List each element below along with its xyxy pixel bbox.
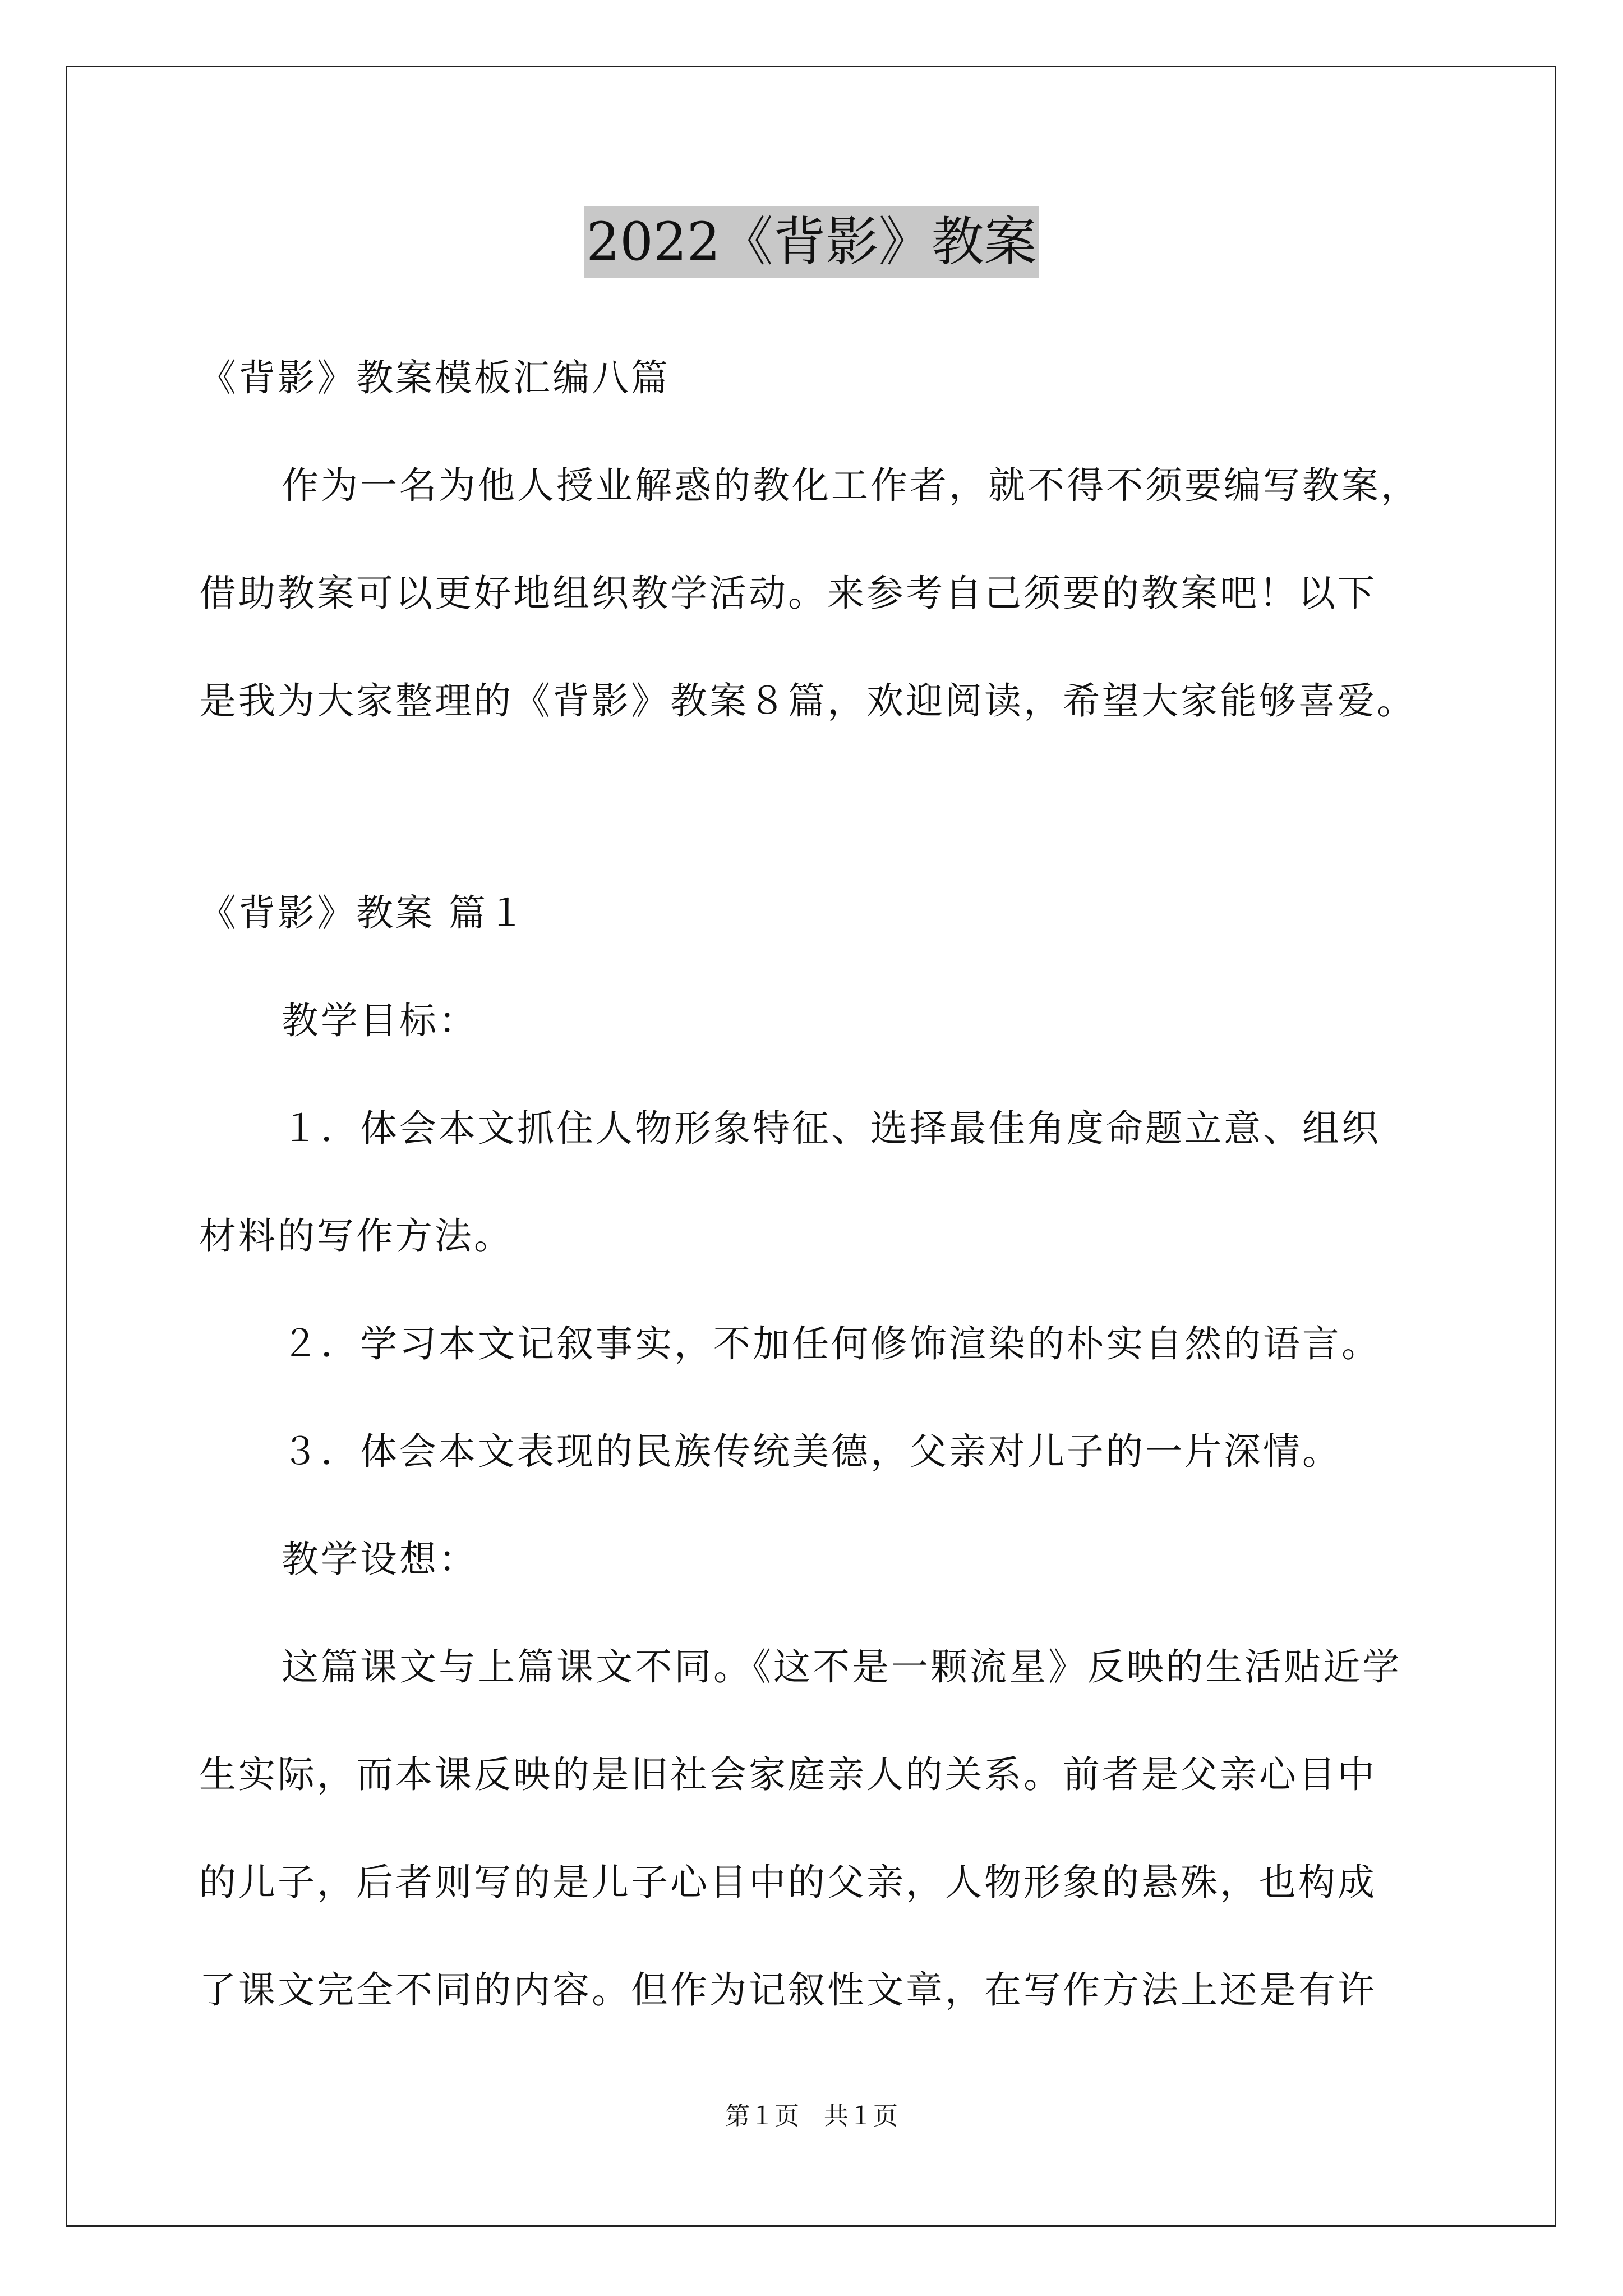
goal-item-3: ３．体会本文表现的民族传统美德，父亲对儿子的一片深情。	[282, 1430, 1341, 1473]
document-subtitle: 《背影》教案模板汇编八篇	[199, 356, 670, 399]
goal-item-1: １．体会本文抓住人物形象特征、选择最佳角度命题立意、组织	[282, 1107, 1381, 1150]
page-footer: 第１页 共１页	[725, 2102, 898, 2131]
design-line-4: 了课文完全不同的内容。但作为记叙性文章，在写作方法上还是有许	[199, 1968, 1377, 2012]
intro-line-2: 借助教案可以更好地组织教学活动。来参考自己须要的教案吧！以下	[199, 572, 1377, 615]
section-heading: 《背影》教案 篇１	[199, 891, 527, 935]
intro-line-3: 是我为大家整理的《背影》教案８篇，欢迎阅读，希望大家能够喜爱。	[199, 679, 1416, 723]
design-line-1: 这篇课文与上篇课文不同。《这不是一颗流星》反映的生活贴近学	[282, 1645, 1401, 1688]
intro-line-1: 作为一名为他人授业解惑的教化工作者，就不得不须要编写教案，	[282, 464, 1420, 507]
goals-heading: 教学目标：	[282, 999, 478, 1042]
design-line-3: 的儿子，后者则写的是儿子心目中的父亲，人物形象的悬殊，也构成	[199, 1861, 1377, 1904]
title-container	[0, 206, 1623, 278]
design-line-2: 生实际，而本课反映的是旧社会家庭亲人的关系。前者是父亲心目中	[199, 1753, 1377, 1796]
design-heading: 教学设想：	[282, 1538, 478, 1581]
document-title: 2022《背影》教案	[584, 206, 1039, 278]
goal-item-2: ２．学习本文记叙事实，不加任何修饰渲染的朴实自然的语言。	[282, 1322, 1381, 1365]
goal-item-1-continuation: 材料的写作方法。	[199, 1214, 513, 1258]
